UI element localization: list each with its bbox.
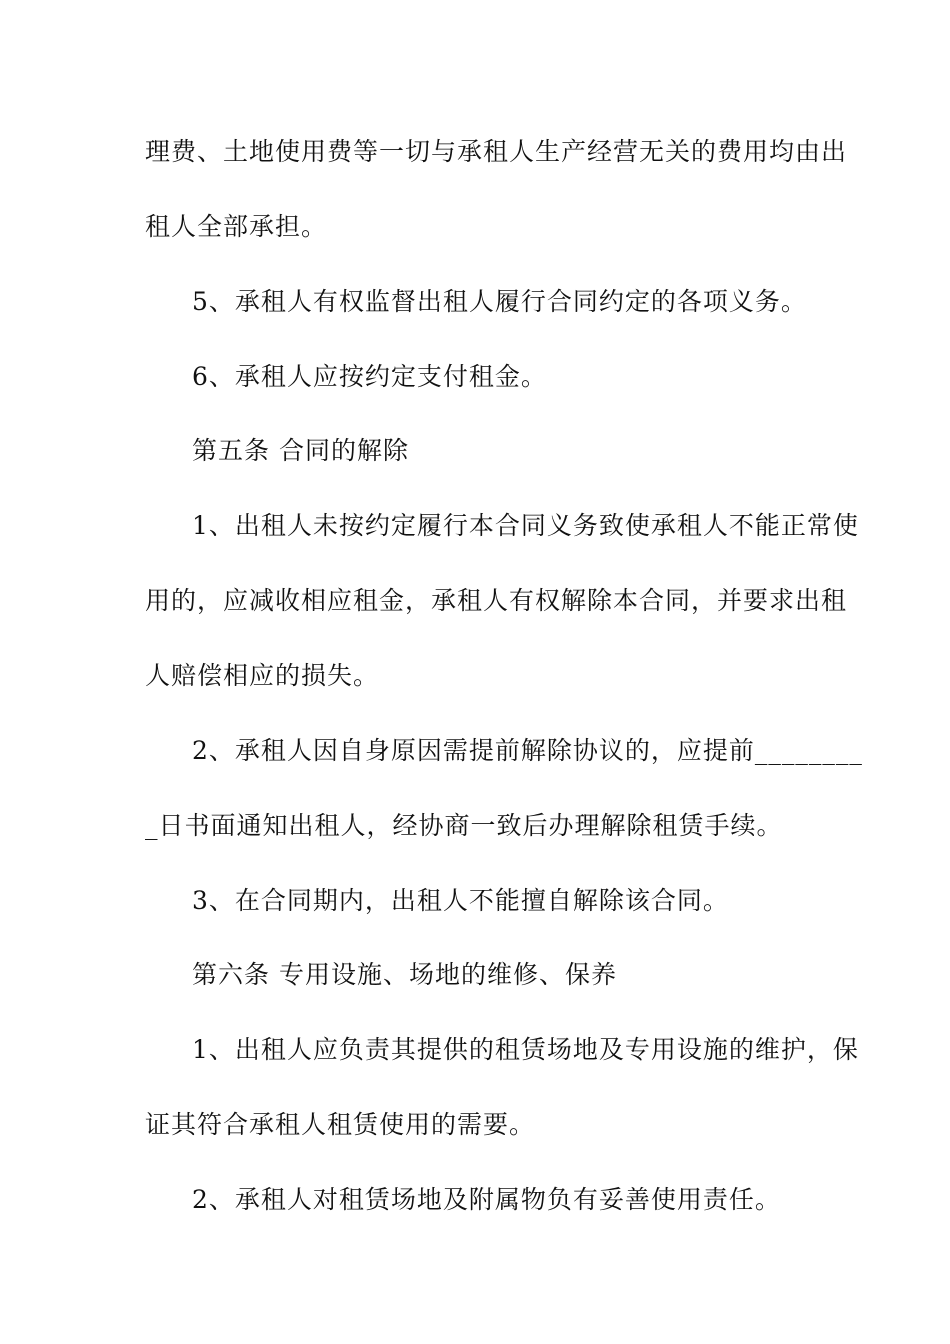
section-heading: 第六条 专用设施、场地的维修、保养: [192, 960, 617, 989]
paragraph-line: 租人全部承担。: [145, 212, 328, 241]
clause-item-5: 5、承租人有权监督出租人履行合同约定的各项义务。: [192, 287, 807, 316]
paragraph-line: _日书面通知出租人，经协商一致后办理解除租赁手续。: [145, 811, 783, 840]
paragraph-line: 理费、土地使用费等一切与承租人生产经营无关的费用均由出: [145, 137, 848, 166]
paragraph-line: 证其符合承租人租赁使用的需要。: [145, 1110, 536, 1139]
clause-item-3: 3、在合同期内，出租人不能擅自解除该合同。: [192, 886, 729, 915]
clause-item-1: 1、出租人未按约定履行本合同义务致使承租人不能正常使: [192, 511, 859, 540]
clause-item-2: 2、承租人对租赁场地及附属物负有妥善使用责任。: [192, 1185, 781, 1214]
paragraph-line: 人赔偿相应的损失。: [145, 661, 380, 690]
clause-item-1: 1、出租人应负责其提供的租赁场地及专用设施的维护，保: [192, 1035, 859, 1064]
section-heading: 第五条 合同的解除: [192, 436, 409, 465]
clause-item-6: 6、承租人应按约定支付租金。: [192, 362, 547, 391]
paragraph-line: 用的，应减收相应租金，承租人有权解除本合同，并要求出租: [145, 586, 848, 615]
clause-item-2: 2、承租人因自身原因需提前解除协议的，应提前________: [192, 736, 863, 765]
